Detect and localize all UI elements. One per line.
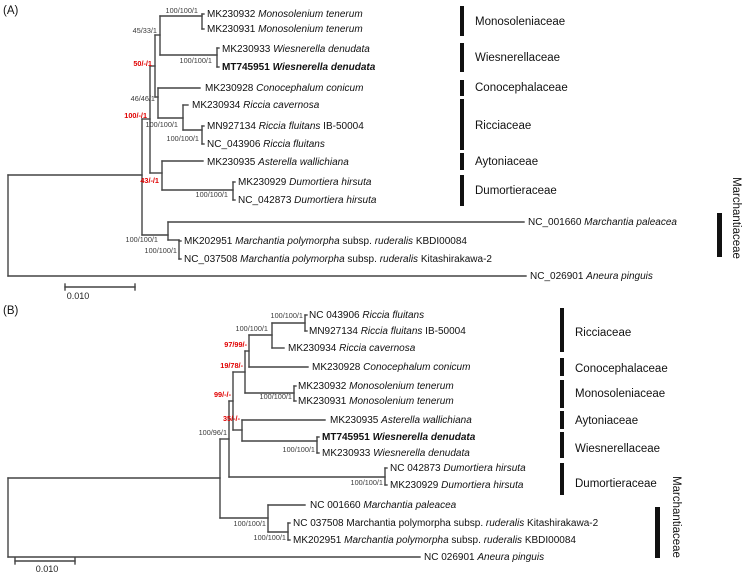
- support-value: 100/96/1: [198, 427, 227, 437]
- tip-label: MK230935 Asterella wallichiana: [207, 156, 349, 168]
- family-bar: [560, 380, 564, 408]
- family-bar: [460, 80, 464, 96]
- support-value: 43/-/1: [140, 175, 159, 185]
- tip-label: MT745951 Wiesnerella denudata: [322, 431, 476, 443]
- tip-label: MK230932 Monosolenium tenerum: [298, 380, 454, 392]
- panel-b-label: (B): [3, 305, 19, 317]
- family-label: Aytoniaceae: [475, 156, 539, 169]
- panel-b-tree: [8, 308, 682, 574]
- family-label: Wiesnerellaceae: [575, 443, 661, 456]
- tip-label: MK230934 Riccia cavernosa: [192, 99, 320, 111]
- tip-label: MK230931 Monosolenium tenerum: [298, 395, 454, 407]
- support-value: 35/-/-: [222, 413, 240, 423]
- support-value: 100/-/1: [124, 110, 147, 120]
- family-label: Conocephalaceae: [475, 82, 568, 95]
- support-value: 100/100/1: [282, 444, 315, 454]
- family-label: Aytoniaceae: [575, 415, 639, 428]
- tip-label: MK230933 Wiesnerella denudata: [222, 43, 370, 55]
- tip-label: MK202951 Marchantia polymorpha subsp. ruderalis KBDI00084: [293, 534, 576, 546]
- tip-label: MK230932 Monosolenium tenerum: [207, 8, 363, 20]
- family-label-rotated: Marchantiaceae: [729, 177, 742, 259]
- support-value: 100/100/1: [166, 133, 199, 143]
- tip-label: MK230928 Conocephalum conicum: [312, 361, 471, 373]
- tip-label: NC 026901 Aneura pinguis: [424, 551, 545, 563]
- tip-label: MN927134 Riccia fluitans IB-50004: [207, 120, 364, 132]
- support-value: 45/33/1: [132, 25, 157, 35]
- support-value: 100/100/1: [195, 189, 228, 199]
- tip-label: MK230929 Dumortiera hirsuta: [390, 479, 524, 491]
- support-value: 50/-/1: [133, 58, 152, 68]
- tip-label: NC_043906 Riccia fluitans: [207, 138, 325, 150]
- tip-label: MK202951 Marchantia polymorpha subsp. ruderalis KBDI00084: [184, 235, 467, 247]
- family-bar: [560, 411, 564, 429]
- support-value: 100/100/1: [253, 532, 286, 542]
- tip-label: NC 001660 Marchantia paleacea: [310, 499, 457, 511]
- support-value: 97/99/-: [224, 339, 247, 349]
- support-value: 99/-/-: [213, 389, 231, 399]
- family-label: Conocephalaceae: [575, 363, 668, 376]
- family-label: Ricciaceae: [475, 120, 532, 133]
- support-value: 19/78/-: [220, 360, 243, 370]
- family-label: Dumortieraceae: [575, 478, 657, 491]
- tip-label: MK230935 Asterella wallichiana: [330, 414, 472, 426]
- family-bar: [460, 6, 464, 36]
- tip-label: NC 043906 Riccia fluitans: [309, 309, 425, 321]
- support-value: 100/100/1: [235, 323, 268, 333]
- panel-a-tree: [8, 6, 742, 301]
- support-value: 100/100/1: [125, 234, 158, 244]
- scale-bar-label: 0.010: [66, 291, 90, 301]
- family-bar: [460, 175, 464, 206]
- tip-label: MN927134 Riccia fluitans IB-50004: [309, 325, 466, 337]
- tip-label: NC_026901 Aneura pinguis: [530, 270, 653, 282]
- panel-a-label: (A): [3, 5, 19, 17]
- tip-label: MK230929 Dumortiera hirsuta: [238, 176, 372, 188]
- tip-label: MK230928 Conocephalum conicum: [205, 82, 364, 94]
- tip-label: MK230931 Monosolenium tenerum: [207, 23, 363, 35]
- family-bar: [560, 463, 564, 495]
- family-side-bar: [717, 213, 722, 257]
- tip-label: MK230934 Riccia cavernosa: [288, 342, 416, 354]
- family-label: Wiesnerellaceae: [475, 52, 561, 65]
- support-value: 100/100/1: [144, 245, 177, 255]
- tip-label: NC 042873 Dumortiera hirsuta: [390, 462, 526, 474]
- family-bar: [560, 432, 564, 458]
- tip-label: NC_037508 Marchantia polymorpha subsp. ruderalis Kitashirakawa-2: [184, 253, 492, 265]
- family-side-bar: [655, 507, 660, 558]
- support-value: 100/100/1: [233, 518, 266, 528]
- tip-label: MT745951 Wiesnerella denudata: [222, 61, 376, 73]
- family-bar: [460, 153, 464, 170]
- family-bar: [560, 358, 564, 376]
- family-bar: [460, 99, 464, 150]
- support-value: 100/100/1: [165, 5, 198, 15]
- support-value: 100/100/1: [259, 391, 292, 401]
- support-value: 100/100/1: [179, 55, 212, 65]
- support-value: 100/100/1: [270, 310, 303, 320]
- tip-label: MK230933 Wiesnerella denudata: [322, 447, 470, 459]
- tip-label: NC 037508 Marchantia polymorpha subsp. ruderalis Kitashirakawa-2: [293, 517, 599, 529]
- family-bar: [460, 43, 464, 72]
- tip-label: NC_042873 Dumortiera hirsuta: [238, 194, 377, 206]
- support-value: 100/100/1: [350, 477, 383, 487]
- support-value: 100/100/1: [145, 119, 178, 129]
- scale-bar-label: 0.010: [35, 564, 59, 574]
- family-label: Dumortieraceae: [475, 185, 557, 198]
- family-label: Monosoleniaceae: [575, 388, 666, 401]
- tip-label: NC_001660 Marchantia paleacea: [528, 216, 677, 228]
- family-label: Ricciaceae: [575, 327, 632, 340]
- family-bar: [560, 308, 564, 352]
- support-value: 46/46/1: [130, 93, 155, 103]
- family-label-rotated: Marchantiaceae: [669, 476, 682, 558]
- family-label: Monosoleniaceae: [475, 16, 566, 29]
